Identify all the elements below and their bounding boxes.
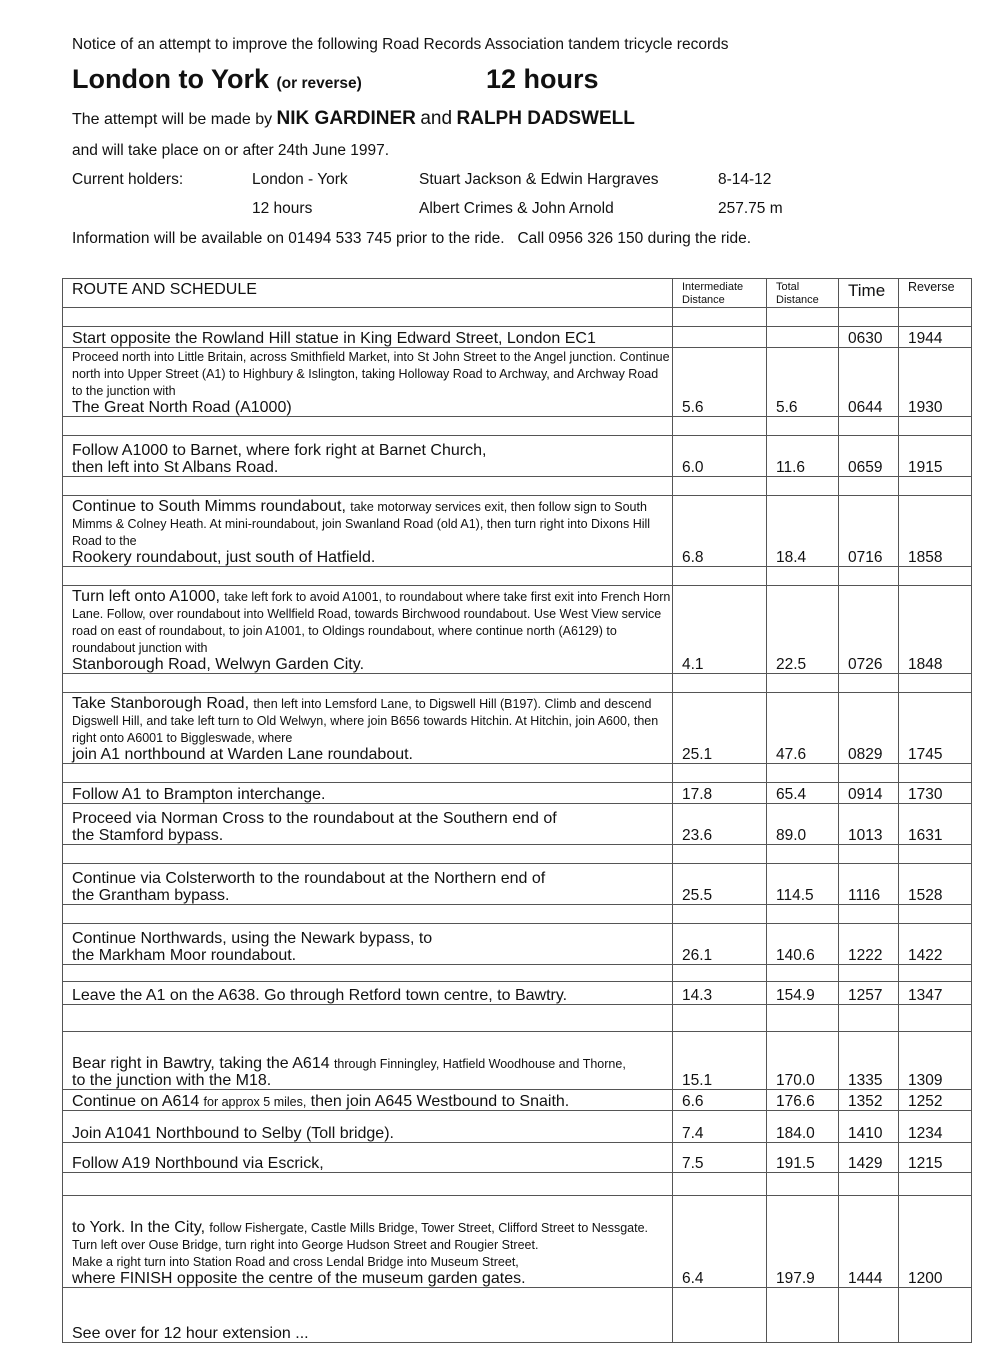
schedule-row xyxy=(63,1090,972,1111)
time-value: 0716 xyxy=(839,496,899,567)
spacer-row xyxy=(63,1173,972,1196)
route-description xyxy=(63,864,673,905)
route-description xyxy=(63,496,673,567)
time-value: 0726 xyxy=(839,586,899,674)
empty-cell xyxy=(63,1005,673,1032)
route-description xyxy=(63,1143,673,1173)
time-value: 0659 xyxy=(839,436,899,477)
route-lead-text: Turn left onto A1000, xyxy=(72,588,220,605)
empty-cell xyxy=(839,845,899,864)
empty-cell xyxy=(899,417,972,436)
route-description xyxy=(63,348,673,417)
route-tail-text: the Grantham bypass. xyxy=(72,887,230,904)
empty-cell xyxy=(839,567,899,586)
route-description xyxy=(63,1090,673,1111)
empty-cell xyxy=(839,965,899,982)
reverse-time: 1422 xyxy=(899,924,972,965)
route-tail-text: then left into St Albans Road. xyxy=(72,459,279,476)
intermediate-distance: 7.5 xyxy=(673,1143,767,1173)
time-value: 1257 xyxy=(839,982,899,1005)
empty-cell xyxy=(767,764,839,783)
total-distance: 11.6 xyxy=(767,436,839,477)
intermediate-distance: 14.3 xyxy=(673,982,767,1005)
total-distance: 176.6 xyxy=(767,1090,839,1111)
total-distance: 114.5 xyxy=(767,864,839,905)
route-tail-text: the Stamford bypass. xyxy=(72,827,224,844)
empty-cell xyxy=(899,905,972,924)
spacer-row xyxy=(63,1005,972,1032)
spacer-row xyxy=(63,308,972,327)
route-lead-text: Continue Northwards, using the Newark bypass, to xyxy=(72,930,433,947)
empty-cell xyxy=(673,905,767,924)
empty-cell xyxy=(839,764,899,783)
empty-cell xyxy=(839,1173,899,1196)
intermediate-distance: 25.1 xyxy=(673,693,767,764)
empty-cell xyxy=(899,308,972,327)
empty-cell xyxy=(767,567,839,586)
rider-1: NIK GARDINER xyxy=(276,108,416,129)
schedule-row xyxy=(63,783,972,804)
schedule-row xyxy=(63,982,972,1005)
route-detail-text: take motorway services exit, then follow sign to South Mimms & Colney Heath. At mini-roundabout, join Swanland Road (old A1), then turn right into Dixons Hill Road to the xyxy=(72,500,651,548)
route-lead-text: Leave the A1 on the A638. Go through Retford town centre, to Bawtry. xyxy=(72,987,568,1004)
time-value: 1013 xyxy=(839,804,899,845)
route-tail-text: See over for 12 hour extension ... xyxy=(72,1325,309,1342)
reverse-time: 1915 xyxy=(899,436,972,477)
empty-cell xyxy=(899,477,972,496)
empty-cell xyxy=(673,764,767,783)
schedule-row xyxy=(63,348,972,417)
time-value: 1444 xyxy=(839,1196,899,1288)
total-distance: 22.5 xyxy=(767,586,839,674)
route-tail-text: where FINISH opposite the centre of the museum garden gates. xyxy=(72,1270,526,1287)
route-lead-text: Continue on A614 xyxy=(72,1093,200,1110)
empty-cell xyxy=(63,567,673,586)
time-value: 0644 xyxy=(839,348,899,417)
reverse-time: 1745 xyxy=(899,693,972,764)
header-intermediate: Intermediate Distance xyxy=(673,279,767,308)
empty-cell xyxy=(839,1005,899,1032)
reverse-time: 1848 xyxy=(899,586,972,674)
route-detail-text: Make a right turn into Station Road and cross Lendal Bridge into Museum Street, xyxy=(72,1255,519,1269)
notice-text: Notice of an attempt to improve the following Road Records Association tandem tricycle records xyxy=(72,36,729,53)
route-description xyxy=(63,1032,673,1090)
spacer-row xyxy=(63,905,972,924)
rider-2: RALPH DADSWELL xyxy=(456,108,635,129)
empty-cell xyxy=(899,845,972,864)
route-detail-text: for approx 5 miles, xyxy=(203,1095,307,1109)
total-distance xyxy=(767,327,839,348)
route-tail-text: to the junction with the M18. xyxy=(72,1072,272,1089)
reverse-time: 1215 xyxy=(899,1143,972,1173)
header-total: Total Distance xyxy=(767,279,839,308)
holders-names: Stuart Jackson & Edwin Hargraves xyxy=(419,171,659,188)
route-detail-text: then left into Lemsford Lane, to Digswell Hill (B197). Climb and descend Digswell Hill, and take left turn to Old Welwyn, where join B656 towards Hitchin. At Hitchin, join A600, then right onto A6001 to Biggleswade, where xyxy=(72,697,659,745)
total-distance: 140.6 xyxy=(767,924,839,965)
schedule-row xyxy=(63,327,972,348)
title-qualifier: (or reverse) xyxy=(276,75,362,92)
route-lead-text: Follow A19 Northbound via Escrick, xyxy=(72,1155,324,1172)
info-line: Information will be available on 01494 533 745 prior to the ride. Call 0956 326 150 during the ride. xyxy=(72,230,752,247)
route-lead-text: Take Stanborough Road, xyxy=(72,695,250,712)
title-second-record: 12 hours xyxy=(486,64,599,94)
route-description xyxy=(63,693,673,764)
route-description xyxy=(63,804,673,845)
empty-cell xyxy=(63,965,673,982)
empty-cell xyxy=(767,965,839,982)
schedule-row xyxy=(63,1143,972,1173)
empty-cell xyxy=(63,905,673,924)
route-description xyxy=(63,982,673,1005)
empty-cell xyxy=(767,1005,839,1032)
attempt-prefix: The attempt will be made by xyxy=(72,111,273,128)
route-lead-text: Bear right in Bawtry, taking the A614 xyxy=(72,1055,330,1072)
route-tail-text: Stanborough Road, Welwyn Garden City. xyxy=(72,656,365,673)
route-lead-text: Follow A1 to Brampton interchange. xyxy=(72,786,326,803)
empty-cell xyxy=(767,308,839,327)
empty-cell xyxy=(673,1005,767,1032)
spacer-row xyxy=(63,845,972,864)
spacer-row xyxy=(63,477,972,496)
route-lead-text: Continue to South Mimms roundabout, xyxy=(72,498,346,515)
intermediate-distance: 5.6 xyxy=(673,348,767,417)
route-tail-text: the Markham Moor roundabout. xyxy=(72,947,297,964)
time-value: 0914 xyxy=(839,783,899,804)
empty-cell xyxy=(63,764,673,783)
holders-record: London - York xyxy=(252,171,348,188)
date-line: and will take place on or after 24th June 1997. xyxy=(72,142,390,159)
empty-cell xyxy=(63,417,673,436)
intermediate-distance: 6.4 xyxy=(673,1196,767,1288)
empty-cell xyxy=(839,674,899,693)
route-description xyxy=(63,1111,673,1143)
intermediate-distance: 25.5 xyxy=(673,864,767,905)
empty-cell xyxy=(673,477,767,496)
route-description xyxy=(63,783,673,804)
schedule-row xyxy=(63,436,972,477)
empty-cell xyxy=(899,965,972,982)
reverse-time: 1858 xyxy=(899,496,972,567)
empty-cell xyxy=(899,674,972,693)
intermediate-distance xyxy=(673,327,767,348)
intermediate-distance: 6.6 xyxy=(673,1090,767,1111)
spacer-row xyxy=(63,567,972,586)
empty-cell xyxy=(899,1173,972,1196)
empty-cell xyxy=(767,845,839,864)
schedule-row xyxy=(63,1032,972,1090)
holders-names: Albert Crimes & John Arnold xyxy=(419,200,614,217)
empty-cell xyxy=(767,674,839,693)
reverse-time: 1631 xyxy=(899,804,972,845)
empty-cell xyxy=(767,477,839,496)
time-value: 1410 xyxy=(839,1111,899,1143)
route-description xyxy=(63,924,673,965)
empty-cell xyxy=(767,905,839,924)
empty-cell xyxy=(63,845,673,864)
route-lead-text: to York. In the City, xyxy=(72,1219,206,1236)
schedule-row xyxy=(63,864,972,905)
route-schedule-table xyxy=(62,278,972,1343)
schedule-row xyxy=(63,496,972,567)
route-tail-text: The Great North Road (A1000) xyxy=(72,399,292,416)
total-distance: 18.4 xyxy=(767,496,839,567)
header-route: ROUTE AND SCHEDULE xyxy=(63,279,673,308)
schedule-row xyxy=(63,586,972,674)
total-distance: 89.0 xyxy=(767,804,839,845)
reverse-time: 1730 xyxy=(899,783,972,804)
route-tail-text: join A1 northbound at Warden Lane roundabout. xyxy=(72,746,413,763)
total-distance: 47.6 xyxy=(767,693,839,764)
intermediate-distance: 6.8 xyxy=(673,496,767,567)
intermediate-distance xyxy=(673,1288,767,1343)
empty-cell xyxy=(839,477,899,496)
holders-label: Current holders: xyxy=(72,171,184,188)
total-distance: 184.0 xyxy=(767,1111,839,1143)
schedule-row xyxy=(63,1111,972,1143)
empty-cell xyxy=(899,567,972,586)
reverse-time: 1252 xyxy=(899,1090,972,1111)
reverse-time xyxy=(899,1288,972,1343)
attempt-joiner: and xyxy=(420,108,453,129)
route-description xyxy=(63,1288,673,1343)
empty-cell xyxy=(63,477,673,496)
total-distance: 65.4 xyxy=(767,783,839,804)
route-detail-text: through Finningley, Hatfield Woodhouse and Thorne, xyxy=(333,1057,626,1071)
empty-cell xyxy=(673,845,767,864)
empty-cell xyxy=(899,1005,972,1032)
holders-record: 12 hours xyxy=(252,200,313,217)
total-distance: 197.9 xyxy=(767,1196,839,1288)
total-distance: 170.0 xyxy=(767,1032,839,1090)
reverse-time: 1944 xyxy=(899,327,972,348)
table-header-row xyxy=(63,279,972,308)
route-description xyxy=(63,436,673,477)
empty-cell xyxy=(839,417,899,436)
route-detail-text: take left fork to avoid A1001, to roundabout where take first exit into French Horn Lane. Follow, over roundabout into Wellfield Road, towards Birchwood roundabout. Use West View service road on east of roundabout, to join A1001, to Oldings roundabout, where continue north (A6129) to roundabout junction with xyxy=(72,590,671,655)
time-value xyxy=(839,1288,899,1343)
reverse-time: 1200 xyxy=(899,1196,972,1288)
schedule-row xyxy=(63,1288,972,1343)
page-title xyxy=(72,64,599,95)
attempt-line xyxy=(72,108,635,130)
time-value: 1116 xyxy=(839,864,899,905)
empty-cell xyxy=(63,1173,673,1196)
empty-cell xyxy=(63,674,673,693)
empty-cell xyxy=(673,567,767,586)
empty-cell xyxy=(839,308,899,327)
spacer-row xyxy=(63,674,972,693)
time-value: 1335 xyxy=(839,1032,899,1090)
empty-cell xyxy=(673,417,767,436)
intermediate-distance: 4.1 xyxy=(673,586,767,674)
schedule-row xyxy=(63,1196,972,1288)
schedule-row xyxy=(63,804,972,845)
reverse-time: 1309 xyxy=(899,1032,972,1090)
schedule-row xyxy=(63,924,972,965)
total-distance xyxy=(767,1288,839,1343)
time-value: 1222 xyxy=(839,924,899,965)
time-value: 1352 xyxy=(839,1090,899,1111)
time-value: 0829 xyxy=(839,693,899,764)
route-tail-text: then join A645 Westbound to Snaith. xyxy=(310,1093,570,1110)
intermediate-distance: 7.4 xyxy=(673,1111,767,1143)
route-description xyxy=(63,327,673,348)
route-lead-text: Proceed via Norman Cross to the roundabout at the Southern end of xyxy=(72,810,557,827)
reverse-time: 1930 xyxy=(899,348,972,417)
time-value: 1429 xyxy=(839,1143,899,1173)
schedule-row xyxy=(63,693,972,764)
route-description xyxy=(63,1196,673,1288)
reverse-time: 1347 xyxy=(899,982,972,1005)
total-distance: 191.5 xyxy=(767,1143,839,1173)
empty-cell xyxy=(767,417,839,436)
empty-cell xyxy=(899,764,972,783)
route-lead-text: Follow A1000 to Barnet, where fork right at Barnet Church, xyxy=(72,442,487,459)
total-distance: 5.6 xyxy=(767,348,839,417)
route-description xyxy=(63,586,673,674)
route-lead-text: Join A1041 Northbound to Selby (Toll bridge). xyxy=(72,1125,394,1142)
intermediate-distance: 15.1 xyxy=(673,1032,767,1090)
route-lead-text: Continue via Colsterworth to the roundabout at the Northern end of xyxy=(72,870,546,887)
title-main: London to York xyxy=(72,64,269,94)
intermediate-distance: 26.1 xyxy=(673,924,767,965)
intermediate-distance: 23.6 xyxy=(673,804,767,845)
empty-cell xyxy=(673,674,767,693)
spacer-row xyxy=(63,764,972,783)
intermediate-distance: 17.8 xyxy=(673,783,767,804)
total-distance: 154.9 xyxy=(767,982,839,1005)
time-value: 0630 xyxy=(839,327,899,348)
empty-cell xyxy=(63,308,673,327)
holders-value: 8-14-12 xyxy=(718,171,772,188)
holders-value: 257.75 m xyxy=(718,200,783,217)
header-reverse: Reverse xyxy=(899,279,972,308)
empty-cell xyxy=(673,1173,767,1196)
route-detail-text: Proceed north into Little Britain, across Smithfield Market, into St John Street to the Angel junction. Continue north into Upper Street (A1) to Highbury & Islington, taking Holloway Road to Archway, and Archway Road to the junction with xyxy=(72,350,670,398)
route-lead-text: Start opposite the Rowland Hill statue in King Edward Street, London EC1 xyxy=(72,330,596,347)
route-detail-text: follow Fishergate, Castle Mills Bridge, Tower Street, Clifford Street to Nessgate. Turn left over Ouse Bridge, turn right into George Hudson Street and Rougier Street. xyxy=(72,1221,649,1252)
spacer-row xyxy=(63,965,972,982)
spacer-row xyxy=(63,417,972,436)
empty-cell xyxy=(839,905,899,924)
empty-cell xyxy=(673,308,767,327)
empty-cell xyxy=(673,965,767,982)
header-time: Time xyxy=(839,279,899,308)
reverse-time: 1528 xyxy=(899,864,972,905)
route-tail-text: Rookery roundabout, just south of Hatfield. xyxy=(72,549,376,566)
empty-cell xyxy=(767,1173,839,1196)
reverse-time: 1234 xyxy=(899,1111,972,1143)
intermediate-distance: 6.0 xyxy=(673,436,767,477)
